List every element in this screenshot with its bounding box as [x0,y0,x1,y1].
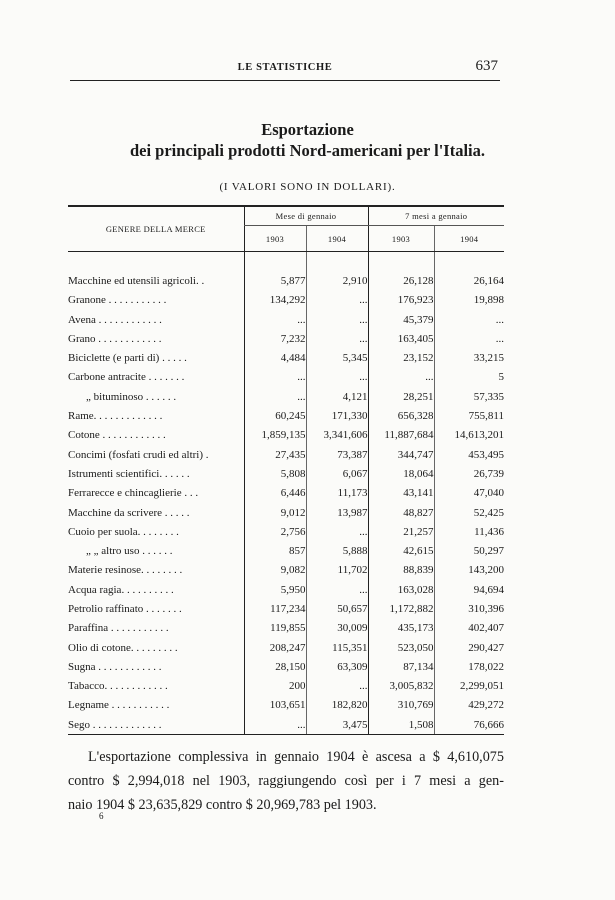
summary-paragraph [68,745,504,817]
goods-label: Carbone antracite . . . . . . . [68,371,185,384]
value-cell: 200 [244,677,306,696]
table-row [68,657,504,676]
value-cell: 21,257 [368,522,434,541]
value-cell: 5 [434,368,504,387]
value-cell: ... [244,368,306,387]
table-row [68,464,504,483]
goods-label: Avena . . . . . . . . . . . . [68,313,162,326]
value-cell: 171,330 [306,406,368,425]
value-cell: ... [244,715,306,735]
value-cell: 163,028 [368,580,434,599]
value-cell: ... [306,329,368,348]
table-row [68,310,504,329]
value-cell: 755,811 [434,406,504,425]
goods-label: Macchine ed utensili agricoli. . [68,274,205,287]
value-cell: 94,694 [434,580,504,599]
value-cell: 5,808 [244,464,306,483]
value-cell: 19,898 [434,291,504,310]
value-cell: 4,484 [244,348,306,367]
table-spacer-row [68,252,504,272]
summary-line: naio 1904 $ 23,635,829 contro $ 20,969,783 pel 1903. [68,797,377,813]
value-cell: 402,407 [434,619,504,638]
goods-label: Materie resinose. . . . . . . . [68,564,183,577]
value-cell: 310,769 [368,696,434,715]
value-cell: 76,666 [434,715,504,735]
value-cell: 43,141 [368,484,434,503]
table-body [68,252,504,735]
value-cell: 26,164 [434,271,504,290]
running-title: LE STATISTICHE [237,62,333,73]
goods-label: Ferrarecce e chincaglierie . . . [68,487,199,500]
signature-mark: 6 [99,811,104,821]
goods-label: Cotone . . . . . . . . . . . . [68,429,166,442]
value-cell: 143,200 [434,561,504,580]
value-cell: 18,064 [368,464,434,483]
goods-label: Paraffina . . . . . . . . . . . [68,622,169,635]
value-cell: ... [368,368,434,387]
goods-label: Macchine da scrivere . . . . . [68,506,190,519]
goods-label: Acqua ragia. . . . . . . . . . [68,583,174,596]
value-cell: 28,150 [244,657,306,676]
value-cell: 87,134 [368,657,434,676]
value-cell: 42,615 [368,541,434,560]
page-subtitle: dei principali prodotti Nord-americani per l'Italia. [129,141,486,160]
value-cell: 47,040 [434,484,504,503]
goods-label: Petrolio raffinato . . . . . . . [68,602,182,615]
goods-label: Tabacco. . . . . . . . . . . . [68,680,168,693]
value-cell: 3,341,606 [306,426,368,445]
value-cell: 5,345 [306,348,368,367]
value-cell: 1,508 [368,715,434,735]
value-cell: 48,827 [368,503,434,522]
value-cell: ... [434,310,504,329]
value-cell: 52,425 [434,503,504,522]
table-row [68,715,504,735]
table-row [68,696,504,715]
value-cell: 290,427 [434,638,504,657]
value-cell: 4,121 [306,387,368,406]
value-cell: 857 [244,541,306,560]
value-cell: 176,923 [368,291,434,310]
table-row [68,329,504,348]
period-header-seven-months: 7 mesi a gennaio [368,206,504,226]
period-header-january: Mese di gennaio [244,206,368,226]
value-cell: 14,613,201 [434,426,504,445]
unit-note: (I VALORI SONO IN DOLLARI). [219,181,396,193]
value-cell: 310,396 [434,599,504,618]
table-row [68,561,504,580]
value-cell: 13,987 [306,503,368,522]
value-cell: 435,173 [368,619,434,638]
value-cell: 453,495 [434,445,504,464]
goods-label: Cuoio per suola. . . . . . . . [68,525,179,538]
value-cell: 5,888 [306,541,368,560]
value-cell: ... [306,291,368,310]
value-cell: 134,292 [244,291,306,310]
table-row [68,406,504,425]
table-row [68,677,504,696]
value-cell: 57,335 [434,387,504,406]
value-cell: 9,012 [244,503,306,522]
value-cell: 11,436 [434,522,504,541]
value-cell: 2,910 [306,271,368,290]
summary-line: L'esportazione complessiva in gennaio 1904 è ascesa a $ 4,610,075 [88,749,504,765]
value-cell: 119,855 [244,619,306,638]
goods-label: Granone . . . . . . . . . . . [68,294,167,307]
value-cell: 26,128 [368,271,434,290]
value-cell: 63,309 [306,657,368,676]
value-cell: 45,379 [368,310,434,329]
value-cell: 1,859,135 [244,426,306,445]
value-cell: 182,820 [306,696,368,715]
value-cell: 11,887,684 [368,426,434,445]
value-cell: 163,405 [368,329,434,348]
goods-label: Concimi (fosfati crudi ed altri) . [68,448,209,461]
value-cell: 115,351 [306,638,368,657]
value-cell: ... [244,387,306,406]
goods-label: Biciclette (e parti di) . . . . . [68,352,187,365]
value-cell: 28,251 [368,387,434,406]
summary-line: contro $ 2,994,018 nel 1903, raggiungendo così per i 7 mesi a gen- [68,773,504,789]
value-cell: 2,299,051 [434,677,504,696]
table-row [68,522,504,541]
value-cell: 73,387 [306,445,368,464]
table-row [68,619,504,638]
value-cell: 5,950 [244,580,306,599]
goods-label: Istrumenti scientifici. . . . . . [68,467,190,480]
value-cell: 6,446 [244,484,306,503]
value-cell: ... [244,310,306,329]
value-cell: 5,877 [244,271,306,290]
table-row [68,291,504,310]
page-title: Esportazione [261,120,354,139]
goods-label: Legname . . . . . . . . . . . [68,699,170,712]
value-cell: 429,272 [434,696,504,715]
running-header [70,58,500,81]
table-row [68,426,504,445]
export-table [68,205,504,735]
value-cell: ... [434,329,504,348]
table-row [68,541,504,560]
table-row [68,599,504,618]
value-cell: ... [306,522,368,541]
table-row [68,348,504,367]
goods-label: Olio di cotone. . . . . . . . . [68,641,178,654]
value-cell: 6,067 [306,464,368,483]
value-cell: 33,215 [434,348,504,367]
value-cell: 117,234 [244,599,306,618]
table-row [68,368,504,387]
value-cell: 2,756 [244,522,306,541]
value-cell: 523,050 [368,638,434,657]
table-row [68,387,504,406]
value-cell: ... [306,310,368,329]
value-cell: ... [306,580,368,599]
value-cell: 178,022 [434,657,504,676]
value-cell: 9,082 [244,561,306,580]
goods-label: Grano . . . . . . . . . . . . [68,332,162,345]
table-row [68,638,504,657]
value-cell: 50,297 [434,541,504,560]
value-cell: ... [306,677,368,696]
value-cell: 60,245 [244,406,306,425]
table-row [68,271,504,290]
value-cell: 11,702 [306,561,368,580]
value-cell: ... [306,368,368,387]
page-number: 637 [475,58,498,74]
value-cell: 1,172,882 [368,599,434,618]
value-cell: 344,747 [368,445,434,464]
goods-label: Sego . . . . . . . . . . . . . [68,715,244,735]
table-row [68,503,504,522]
value-cell: 23,152 [368,348,434,367]
goods-label: Sugna . . . . . . . . . . . . [68,660,162,673]
goods-label: Rame. . . . . . . . . . . . . [68,410,163,423]
table-header [68,206,504,252]
goods-label: „ „ altro uso . . . . . . [86,545,173,558]
value-cell: 7,232 [244,329,306,348]
year-header: 1904 [434,226,504,252]
value-cell: 656,328 [368,406,434,425]
value-cell: 3,475 [306,715,368,735]
table-row [68,580,504,599]
goods-column-header: GENERE DELLA MERCE [68,206,244,252]
year-header: 1903 [244,226,306,252]
goods-label: „ bituminoso . . . . . . [86,390,177,403]
value-cell: 208,247 [244,638,306,657]
value-cell: 11,173 [306,484,368,503]
value-cell: 27,435 [244,445,306,464]
year-header: 1904 [306,226,368,252]
table-row [68,445,504,464]
value-cell: 26,739 [434,464,504,483]
year-header: 1903 [368,226,434,252]
value-cell: 103,651 [244,696,306,715]
value-cell: 88,839 [368,561,434,580]
value-cell: 30,009 [306,619,368,638]
table-row [68,484,504,503]
value-cell: 50,657 [306,599,368,618]
value-cell: 3,005,832 [368,677,434,696]
